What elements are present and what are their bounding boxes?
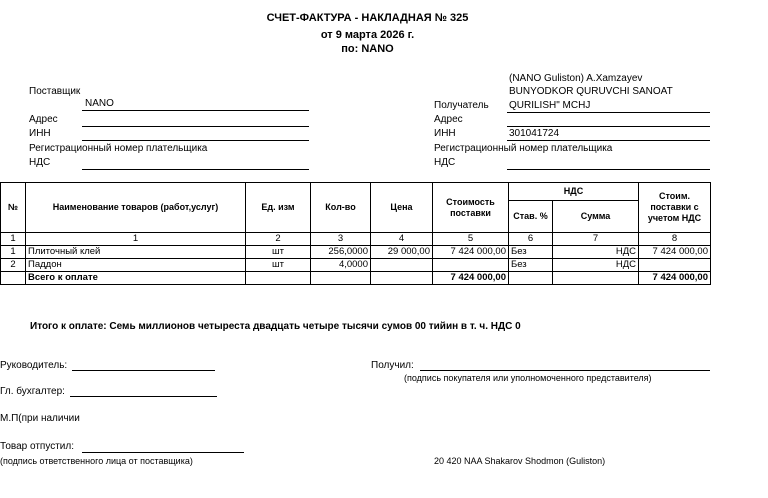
row-price: 29 000,00: [371, 246, 433, 259]
row-total: 7 424 000,00: [639, 246, 711, 259]
row-cost: 7 424 000,00: [433, 246, 509, 259]
supplier-vat-line: [82, 169, 309, 170]
row-unit: шт: [246, 246, 311, 259]
total-sum: 7 424 000,00: [639, 272, 711, 285]
row-qty: 4,0000: [311, 259, 371, 272]
supplier-vat-label: НДС: [29, 157, 51, 168]
supplier-inn-label: ИНН: [29, 128, 51, 139]
header-no: №: [1, 183, 26, 233]
total-row: [1, 272, 711, 285]
receiver-label: Получатель: [434, 100, 489, 111]
receiver-address-label: Адрес: [434, 114, 463, 125]
col-number: 1: [1, 233, 26, 246]
row-vat-sum: НДС: [553, 246, 639, 259]
row-vat-sum: НДС: [553, 259, 639, 272]
row-no: 2: [1, 259, 26, 272]
table-row: [1, 246, 711, 259]
supplier-address-line: [82, 126, 309, 127]
payment-summary: Итого к оплате: Семь миллионов четыреста двадцать четыре тысячи сумов 00 тийин в т. ч. НДС 0: [30, 321, 521, 332]
col-number: 3: [311, 233, 371, 246]
receiver-reg-label: Регистрационный номер плательщика: [434, 143, 613, 154]
row-price: [371, 259, 433, 272]
total-cost: 7 424 000,00: [433, 272, 509, 285]
supplier-label: Поставщик: [29, 86, 81, 97]
supplier-reg-label: Регистрационный номер плательщика: [29, 143, 208, 154]
header-vat-sum: Сумма: [553, 201, 639, 233]
released-label: Товар отпустил:: [0, 441, 74, 452]
head-signature-label: Руководитель:: [0, 360, 68, 371]
col-number: 4: [371, 233, 433, 246]
receiver-vat-label: НДС: [434, 157, 456, 168]
header-qty: Кол-во: [311, 183, 371, 233]
receiver-vat-line: [507, 169, 710, 170]
received-note: (подпись покупателя или уполномоченного представителя): [404, 373, 652, 383]
goods-table: [0, 182, 711, 285]
row-name: Паддон: [26, 259, 246, 272]
document-title: СЧЕТ-ФАКТУРА - НАКЛАДНАЯ № 325: [266, 12, 469, 24]
head-signature-line: [72, 370, 215, 371]
col-number: 7: [553, 233, 639, 246]
receiver-address-line: [507, 126, 710, 127]
header-vat-rate: Став. %: [509, 201, 553, 233]
header-unit: Ед. изм: [246, 183, 311, 233]
received-signature-line: [420, 370, 710, 371]
header-vat: НДС: [509, 183, 639, 201]
released-signature-line: [82, 452, 244, 453]
row-unit: шт: [246, 259, 311, 272]
accountant-signature-line: [70, 396, 217, 397]
row-qty: 256,0000: [311, 246, 371, 259]
released-note: (подпись ответственного лица от поставщика): [0, 456, 193, 466]
col-number: 2: [246, 233, 311, 246]
document-date: от 9 марта 2026 г.: [320, 29, 415, 41]
stamp-label: М.П(при наличии: [0, 413, 80, 424]
receiver-name-line2: BUNYODKOR QURUVCHI SANOAT: [509, 86, 673, 97]
receiver-name-line1: (NANO Guliston) A.Xamzayev: [509, 73, 643, 84]
col-number: 5: [433, 233, 509, 246]
footer-code: 20 420 NAA Shakarov Shodmon (Guliston): [434, 456, 606, 466]
col-number: 1: [26, 233, 246, 246]
header-name: Наименование товаров (работ,услуг): [26, 183, 246, 233]
col-number: 8: [639, 233, 711, 246]
row-vat-rate: Без: [509, 259, 553, 272]
row-cost: [433, 259, 509, 272]
document-contract: по: NANO: [341, 43, 394, 55]
supplier-name-line: [82, 110, 309, 111]
supplier-inn-line: [82, 140, 309, 141]
total-label: Всего к оплате: [26, 272, 246, 285]
receiver-inn: 301041724: [509, 128, 560, 139]
accountant-signature-label: Гл. бухгалтер:: [0, 386, 65, 397]
row-total: [639, 259, 711, 272]
received-label: Получил:: [371, 360, 414, 371]
supplier-name: NANO: [85, 98, 114, 109]
table-row: [1, 259, 711, 272]
row-no: 1: [1, 246, 26, 259]
receiver-name-line: [507, 112, 710, 113]
header-cost: Стоимость поставки: [433, 183, 509, 233]
supplier-address-label: Адрес: [29, 114, 58, 125]
col-number: 6: [509, 233, 553, 246]
header-price: Цена: [371, 183, 433, 233]
receiver-name-line3: QURILISH" MCHJ: [509, 100, 591, 111]
receiver-inn-label: ИНН: [434, 128, 456, 139]
receiver-inn-line: [507, 140, 710, 141]
row-name: Плиточный клей: [26, 246, 246, 259]
header-total: Стоим. поставки с учетом НДС: [639, 183, 711, 233]
row-vat-rate: Без: [509, 246, 553, 259]
